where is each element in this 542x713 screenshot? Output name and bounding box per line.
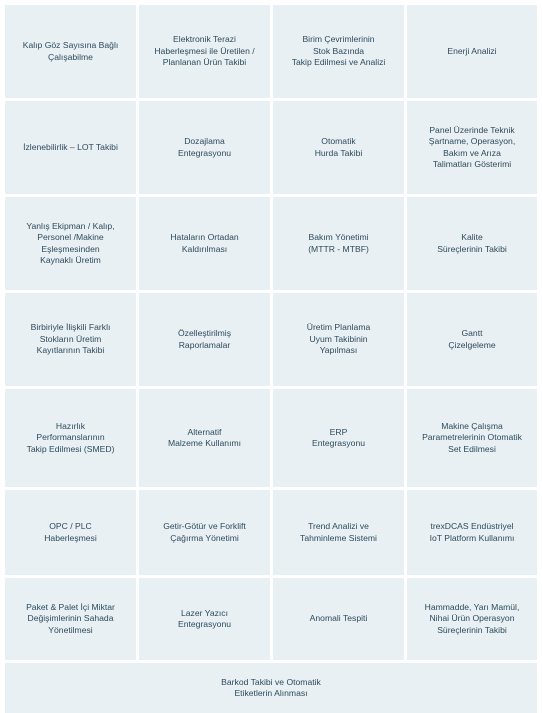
feature-grid [5, 5, 537, 708]
feature-label: Kalite Süreçlerinin Takibi [437, 232, 507, 254]
feature-label: Birbiriyle İlişkili Farklı Stokların Üretim Kayıtlarının Takibi [30, 322, 111, 356]
feature-cell [273, 5, 404, 98]
feature-cell [407, 197, 537, 290]
feature-label: Bakım Yönetimi (MTTR - MTBF) [308, 232, 369, 254]
feature-label: Panel Üzerinde Teknik Şartname, Operasyon, Bakım ve Arıza Talimatları Gösterimi [428, 124, 516, 169]
feature-cell [273, 101, 404, 194]
feature-label: OPC / PLC Haberleşmesi [44, 521, 97, 543]
feature-cell [273, 490, 404, 575]
feature-label: Makine Çalışma Parametrelerinin Otomatik Set Edilmesi [422, 420, 522, 454]
feature-label: Gantt Çizelgeleme [448, 328, 496, 350]
feature-label: Paket & Palet İçi Miktar Değişimlerinin Sahada Yönetilmesi [26, 601, 115, 635]
feature-cell [5, 101, 136, 194]
feature-cell [273, 389, 404, 487]
feature-label: Enerji Analizi [447, 45, 497, 56]
feature-label: İzlenebilirlik – LOT Takibi [23, 141, 118, 152]
feature-cell [139, 5, 270, 98]
feature-cell [139, 101, 270, 194]
feature-cell [407, 578, 537, 660]
feature-label: Otomatik Hurda Takibi [314, 136, 363, 158]
feature-label: Hammadde, Yarı Mamül, Nihai Ürün Operasyon Süreçlerinin Takibi [424, 601, 520, 635]
feature-label: Anomali Tespiti [309, 613, 368, 624]
feature-cell [5, 490, 136, 575]
feature-cell [5, 578, 136, 660]
feature-cell [273, 197, 404, 290]
feature-cell [139, 197, 270, 290]
feature-cell [139, 389, 270, 487]
feature-label: Hazırlık Performanslarının Takip Edilmesi (SMED) [26, 420, 115, 454]
feature-cell [407, 101, 537, 194]
feature-cell [5, 197, 136, 290]
feature-label: Hataların Ortadan Kaldırılması [170, 232, 239, 254]
feature-label: Dozajlama Entegrasyonu [177, 136, 232, 158]
feature-cell [273, 293, 404, 386]
feature-cell [139, 293, 270, 386]
feature-label: Getir-Götür ve Forklift Çağırma Yönetimi [163, 521, 246, 543]
feature-label: Barkod Takibi ve Otomatik Etiketlerin Alınması [221, 676, 321, 698]
feature-label: trexDCAS Endüstriyel IoT Platform Kullanımı [429, 521, 515, 543]
feature-cell [407, 5, 537, 98]
feature-label: ERP Entegrasyonu [311, 426, 366, 448]
feature-label: Yanlış Ekipman / Kalıp, Personel /Makine Eşleşmesinden Kaynaklı Üretim [26, 220, 115, 265]
feature-cell [407, 490, 537, 575]
feature-cell [273, 578, 404, 660]
feature-cell [407, 293, 537, 386]
feature-label: Trend Analizi ve Tahminleme Sistemi [300, 521, 377, 543]
feature-label: Birim Çevrimlerinin Stok Bazında Takip Edilmesi ve Analizi [291, 34, 386, 68]
feature-label: Alternatif Malzeme Kullanımı [167, 426, 242, 448]
feature-label: Özelleştirilmiş Raporlamalar [178, 328, 231, 350]
feature-cell [139, 490, 270, 575]
feature-cell [139, 578, 270, 660]
feature-label: Elektronik Terazi Haberleşmesi ile Üretilen / Planlanan Ürün Takibi [154, 34, 255, 68]
feature-cell [5, 293, 136, 386]
feature-cell [5, 389, 136, 487]
feature-label: Kalıp Göz Sayısına Bağlı Çalışabilme [22, 40, 119, 62]
feature-cell-wide [5, 663, 537, 713]
feature-cell [5, 5, 136, 98]
feature-label: Lazer Yazıcı Entegrasyonu [177, 607, 232, 629]
feature-label: Üretim Planlama Uyum Takibinin Yapılması [306, 322, 371, 356]
feature-cell [407, 389, 537, 487]
